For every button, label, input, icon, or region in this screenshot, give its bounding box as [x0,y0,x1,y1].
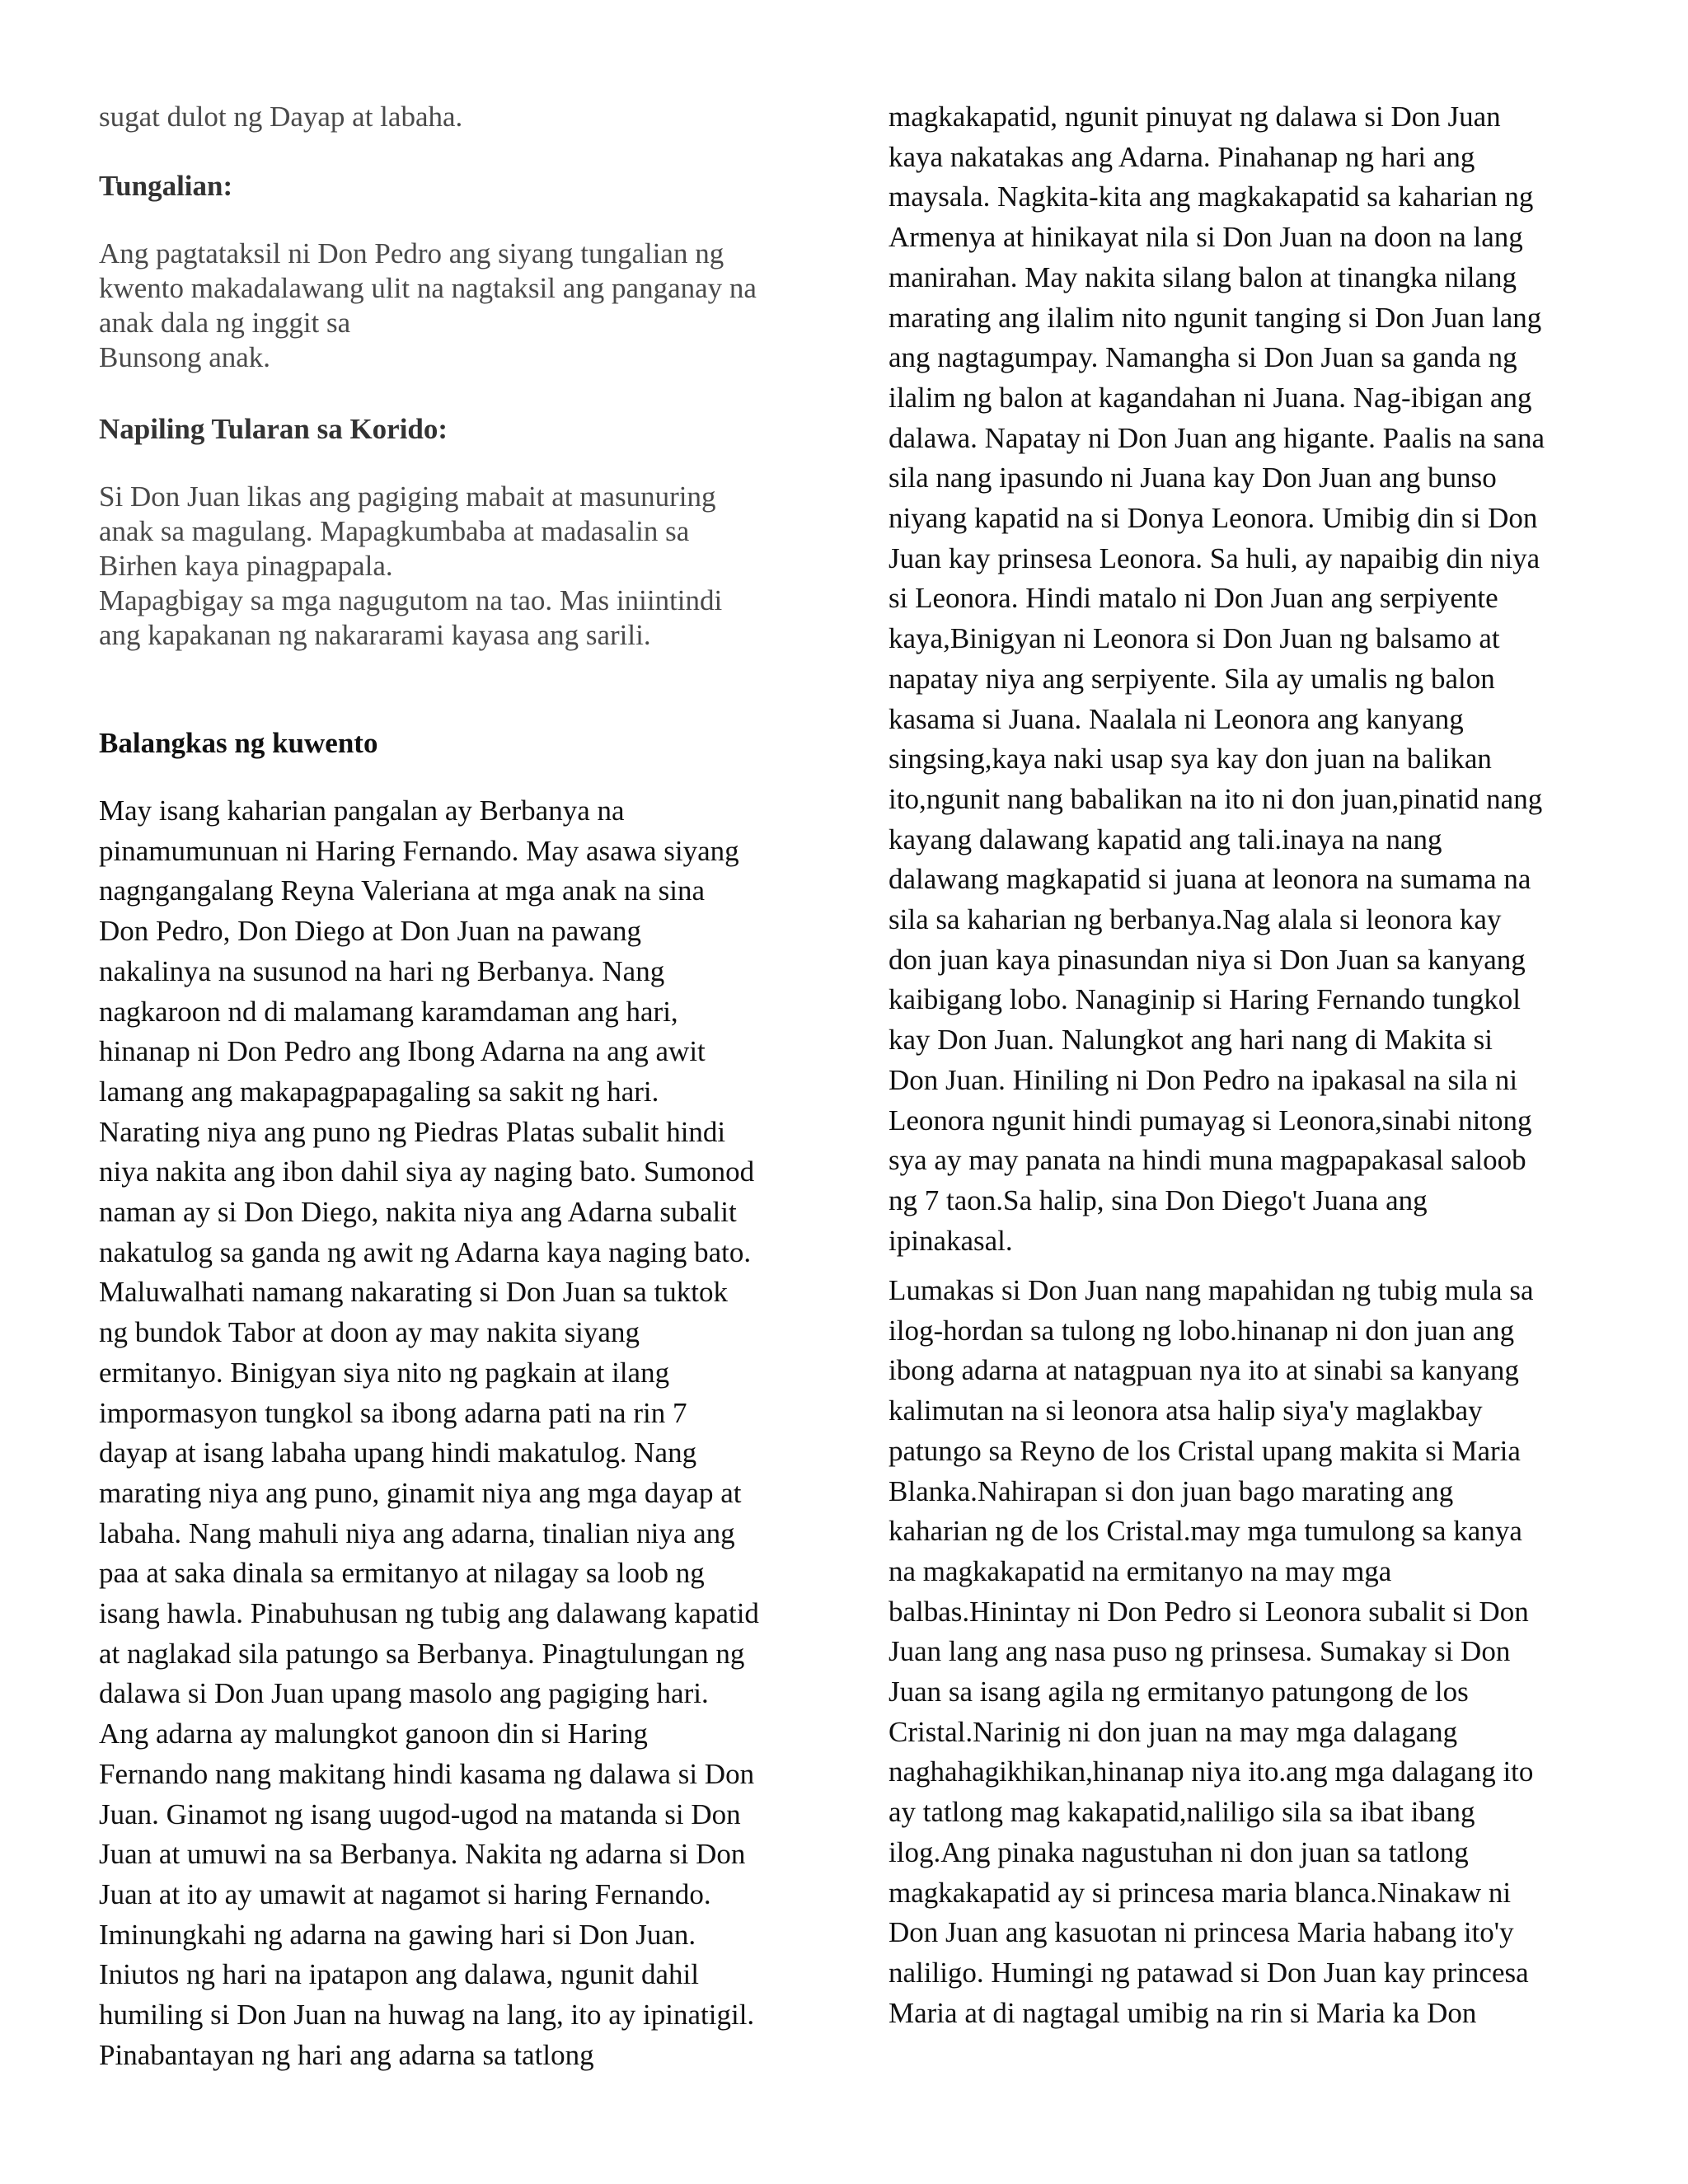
right-paragraph-line: ng 7 taon.Sa halip, sina Don Diego't Juana ang [889,1183,1428,1216]
balangkas-line: naman ay si Don Diego, nakita niya ang Adarna subalit [99,1196,737,1228]
right-paragraph-line: singsing,kaya naki usap sya kay don juan na balikan [889,743,1492,776]
right-paragraph-line: marating ang ilalim nito ngunit tanging si Don Juan lang [889,301,1542,334]
right-paragraph-line: maysala. Nagkita-kita ang magkakapatid sa kaharian ng [889,180,1534,213]
balangkas-line: nakatulog sa ganda ng awit ng Adarna kaya naging bato. [99,1235,752,1268]
right-paragraph-line: ilog.Ang pinaka nagustuhan ni don juan sa tatlong [889,1835,1469,1868]
balangkas-line: Juan. Ginamot ng isang uugod-ugod na matanda si Don [99,1797,741,1830]
balangkas-line: Juan at umuwi na sa Berbanya. Nakita ng adarna si Don [99,1838,746,1871]
balangkas-line: Pinabantayan ng hari ang adarna sa tatlong [99,2038,594,2071]
right-paragraph-line: magkakapatid ay si princesa maria blanca.Ninakaw ni [889,1876,1512,1909]
balangkas-line: nagkaroon nd di malamang karamdaman ang hari, [99,995,678,1028]
right-paragraph-line: dalawa. Napatay ni Don Juan ang higante. Paalis na sana [889,421,1545,454]
right-paragraph-line: kaharian ng de los Cristal.may mga tumulong sa kanya [889,1515,1522,1548]
right-paragraph-line: ang nagtagumpay. Namangha si Don Juan sa ganda ng [889,341,1517,374]
right-paragraph-line: sya ay may panata na hindi muna magpapakasal saloob [889,1144,1526,1177]
balangkas-line: ng bundok Tabor at doon ay may nakita siyang [99,1316,640,1349]
right-paragraph-line: ay tatlong mag kakapatid,naliligo sila sa ibat ibang [889,1796,1475,1829]
right-paragraph-line: ilog-hordan sa tulong ng lobo.hinanap ni don juan ang [889,1314,1515,1347]
right-paragraph-line: si Leonora. Hindi matalo ni Don Juan ang serpiyente [889,582,1498,615]
right-paragraph-line: manirahan. May nakita silang balon at tinangka nilang [889,260,1517,293]
right-paragraph-line: kaya nakatakas ang Adarna. Pinahanap ng hari ang [889,140,1475,173]
balangkas-line: marating niya ang puno, ginamit niya ang mga dayap at [99,1476,742,1509]
right-paragraph-line: kay Don Juan. Nalungkot ang hari nang di Makita si [889,1024,1493,1057]
right-paragraph-line: Armenya at hinikayat nila si Don Juan na doon na lang [889,221,1523,254]
balangkas-line: ermitanyo. Binigyan siya nito ng pagkain at ilang [99,1356,670,1389]
tungalian-line: kwento makadalawang ulit na nagtaksil ang panganay na [99,272,757,304]
tungalian-heading: Tungalian: [99,170,233,202]
balangkas-line: at naglakad sila patungo sa Berbanya. Pinagtulungan ng [99,1637,745,1670]
balangkas-line: May isang kaharian pangalan ay Berbanya na [99,794,625,827]
balangkas-line: lamang ang makapagpapagaling sa sakit ng hari. [99,1075,659,1108]
balangkas-line: Maluwalhati namang nakarating si Don Juan sa tuktok [99,1276,729,1309]
balangkas-line: humiling si Don Juan na huwag na lang, ito ay ipinatigil. [99,1999,755,2031]
right-paragraph-line: na magkakapatid na ermitanyo na may mga [889,1554,1392,1587]
right-paragraph-line: Juan lang ang nasa puso ng prinsesa. Sumakay si Don [889,1635,1511,1668]
tularan-line: Si Don Juan likas ang pagiging mabait at masunuring [99,480,716,513]
right-paragraph-line: patungo sa Reyno de los Cristal upang makita si Maria [889,1434,1521,1467]
right-paragraph-line: balbas.Hinintay ni Don Pedro si Leonora subalit si Don [889,1595,1529,1628]
right-paragraph-line: naghahagikhikan,hinanap niya ito.ang mga dalagang ito [889,1755,1534,1788]
tularan-line: Birhen kaya pinagpapala. [99,550,393,582]
right-paragraph-line: Lumakas si Don Juan nang mapahidan ng tubig mula sa [889,1274,1534,1306]
right-paragraph-line: kaibigang lobo. Nanaginip si Haring Fernando tungkol [889,983,1521,1016]
right-paragraph-line: kasama si Juana. Naalala ni Leonora ang kanyang [889,702,1464,735]
balangkas-line: Narating niya ang puno ng Piedras Platas subalit hindi [99,1115,726,1148]
right-paragraph-line: ibong adarna at natagpuan nya ito at sinabi sa kanyang [889,1354,1519,1387]
balangkas-line: pinamumunuan ni Haring Fernando. May asawa siyang [99,834,739,867]
balangkas-line: impormasyon tungkol sa ibong adarna pati na rin 7 [99,1396,687,1429]
right-paragraph-line: ipinakasal. [889,1224,1013,1257]
right-paragraph-line: kalimutan na si leonora atsa halip siya'y maglakbay [889,1394,1483,1427]
right-paragraph-line: kaya,Binigyan ni Leonora si Don Juan ng balsamo at [889,622,1500,655]
balangkas-line: paa at saka dinala sa ermitanyo at nilagay sa loob ng [99,1557,705,1590]
balangkas-line: nagngangalang Reyna Valeriana at mga anak na sina [99,874,706,907]
intro-fragment: sugat dulot ng Dayap at labaha. [99,101,463,133]
right-paragraph-line: napatay niya ang serpiyente. Sila ay umalis ng balon [889,662,1495,695]
right-paragraph-line: Leonora ngunit hindi pumayag si Leonora,sinabi nitong [889,1104,1532,1137]
balangkas-line: Iniutos ng hari na ipatapon ang dalawa, ngunit dahil [99,1958,700,1991]
tularan-line: anak sa magulang. Mapagkumbaba at madasalin sa [99,515,690,547]
tularan-line: Mapagbigay sa mga nagugutom na tao. Mas iniintindi [99,584,723,616]
right-paragraph-line: Maria at di nagtagal umibig na rin si Maria ka Don [889,1996,1477,2029]
balangkas-line: isang hawla. Pinabuhusan ng tubig ang dalawang kapatid [99,1597,759,1629]
tungalian-line: Bunsong anak. [99,341,271,373]
balangkas-line: nakalinya na susunod na hari ng Berbanya. Nang [99,954,665,987]
right-paragraph-line: don juan kaya pinasundan niya si Don Juan sa kanyang [889,943,1526,976]
right-paragraph-line: Don Juan. Hiniling ni Don Pedro na ipakasal na sila ni [889,1063,1518,1096]
right-paragraph-line: kayang dalawang kapatid ang tali.inaya na nang [889,823,1442,855]
balangkas-line: dayap at isang labaha upang hindi makatulog. Nang [99,1436,697,1469]
balangkas-heading: Balangkas ng kuwento [99,727,378,759]
right-paragraph-line: ilalim ng balon at kagandahan ni Juana. Nag-ibigan ang [889,381,1532,414]
right-paragraph-line: Juan sa isang agila ng ermitanyo patungong de los [889,1675,1469,1708]
balangkas-line: Ang adarna ay malungkot ganoon din si Haring [99,1718,648,1750]
right-paragraph-line: niyang kapatid na si Donya Leonora. Umibig din si Don [889,502,1538,534]
balangkas-line: labaha. Nang mahuli niya ang adarna, tinalian niya ang [99,1516,735,1549]
napiling-tularan-heading: Napiling Tularan sa Korido: [99,413,448,445]
balangkas-line: Juan at ito ay umawit at nagamot si haring Fernando. [99,1877,711,1910]
right-paragraph-line: magkakapatid, ngunit pinuyat ng dalawa si Don Juan [889,101,1501,133]
right-paragraph-line: sila nang ipasundo ni Juana kay Don Juan ang bunso [889,462,1497,494]
right-paragraph-line: Cristal.Narinig ni don juan na may mga dalagang [889,1715,1458,1748]
balangkas-line: Iminungkahi ng adarna na gawing hari si Don Juan. [99,1918,696,1951]
right-paragraph-line: sila sa kaharian ng berbanya.Nag alala si leonora kay [889,903,1502,935]
balangkas-line: hinanap ni Don Pedro ang Ibong Adarna na ang awit [99,1035,706,1068]
balangkas-line: niya nakita ang ibon dahil siya ay naging bato. Sumonod [99,1155,755,1188]
right-paragraph-line: Don Juan ang kasuotan ni princesa Maria habang ito'y [889,1916,1514,1949]
right-paragraph-line: ito,ngunit nang babalikan na ito ni don juan,pinatid nang [889,782,1543,815]
balangkas-line: Fernando nang makitang hindi kasama ng dalawa si Don [99,1757,755,1790]
tularan-line: ang kapakanan ng nakararami kayasa ang sarili. [99,619,651,651]
right-paragraph-line: naliligo. Humingi ng patawad si Don Juan kay princesa [889,1956,1529,1989]
balangkas-line: Don Pedro, Don Diego at Don Juan na pawang [99,915,642,948]
tungalian-line: anak dala ng inggit sa [99,307,351,339]
tungalian-line: Ang pagtataksil ni Don Pedro ang siyang tungalian ng [99,237,724,269]
right-paragraph-line: Blanka.Nahirapan si don juan bago marating ang [889,1474,1454,1507]
balangkas-line: dalawa si Don Juan upang masolo ang pagiging hari. [99,1677,709,1710]
right-paragraph-line: Juan kay prinsesa Leonora. Sa huli, ay napaibig din niya [889,541,1540,574]
right-paragraph-line: dalawang magkapatid si juana at leonora na sumama na [889,863,1531,896]
